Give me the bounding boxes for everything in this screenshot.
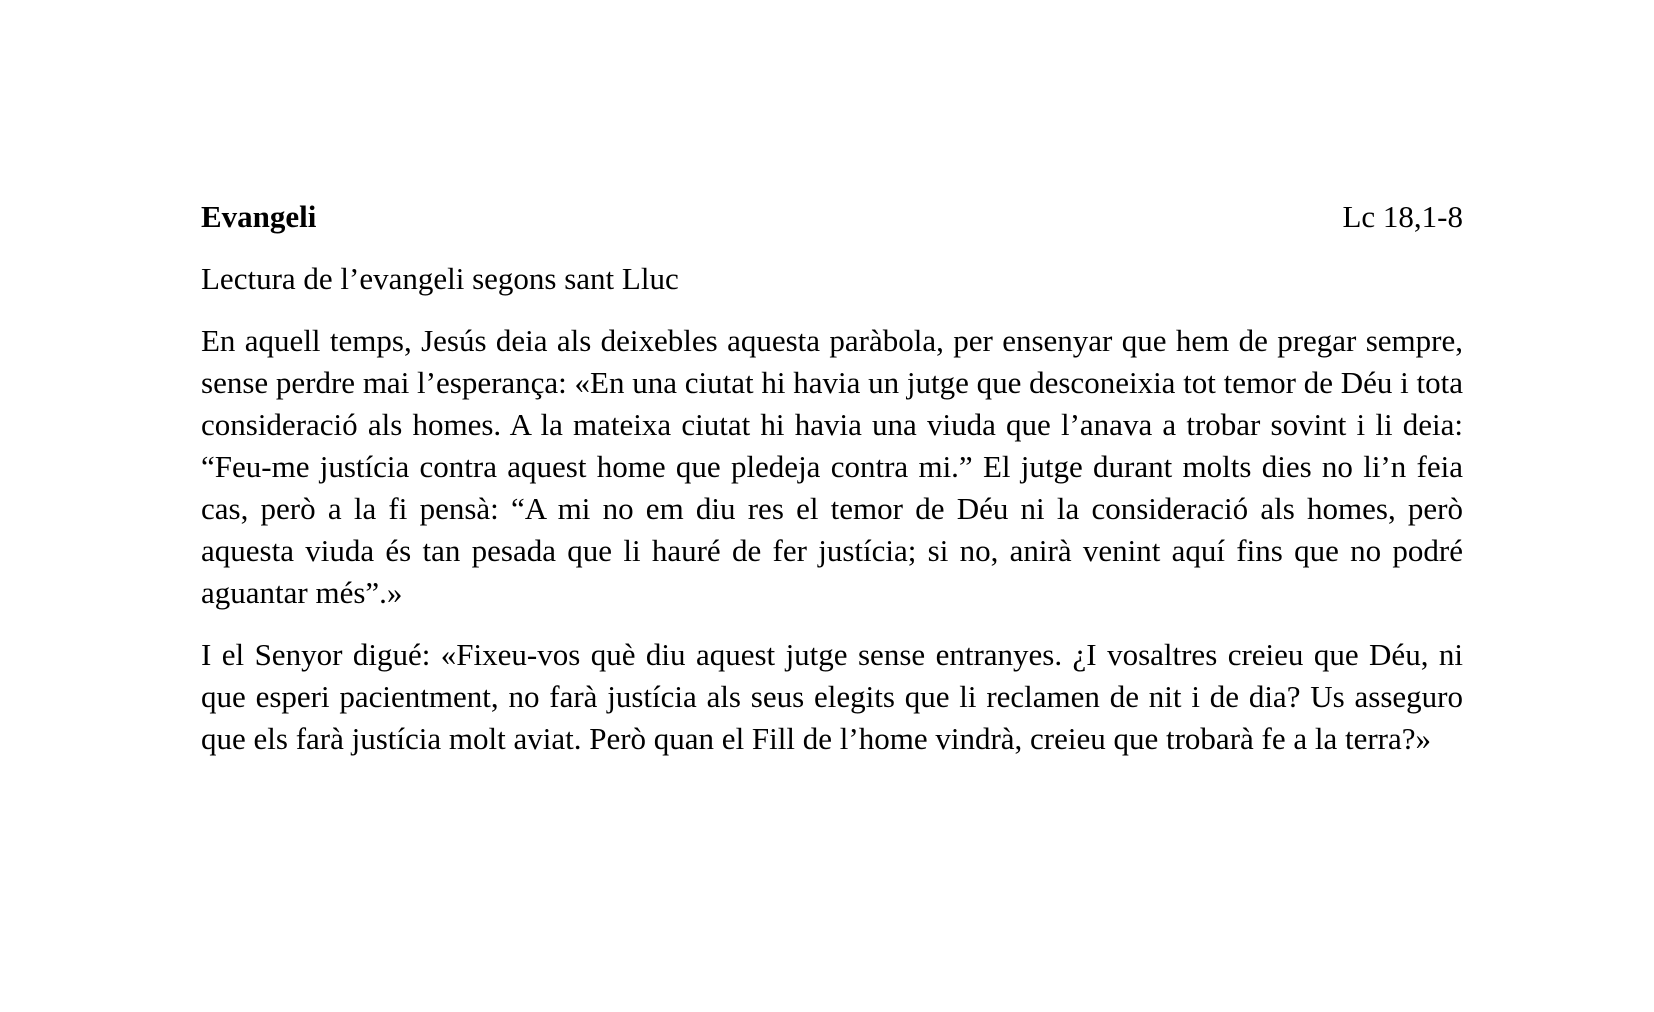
scripture-reference: Lc 18,1-8 [1342,199,1463,234]
section-title: Evangeli [201,199,317,234]
gospel-reading [201,196,1463,760]
reading-header [201,196,1463,238]
paragraph-parable: En aquell temps, Jesús deia als deixebles aquesta paràbola, per ensenyar que hem de pregar sempre, sense perdre mai l’esperança: «En una ciutat hi havia un jutge que desconeixia tot temor de Déu i tota consideració als homes. A la mateixa ciutat hi havia una viuda que l’anava a trobar sovint i li deia: “Feu-me justícia contra aquest home que pledeja contra mi.” El jutge durant molts dies no li’n feia cas, però a la fi pensà: “A mi no em diu res el temor de Déu ni la consideració als homes, però aquesta viuda és tan pesada que li hauré de fer justícia; si no, anirà venint aquí fins que no podré aguantar més”.» [201,323,1463,610]
paragraph-lord-says: I el Senyor digué: «Fixeu-vos què diu aquest jutge sense entranyes. ¿I vosaltres creieu que Déu, ni que esperi pacientment, no farà justícia als seus elegits que li reclamen de nit i de dia? Us asseguro que els farà justícia molt aviat. Però quan el Fill de l’home vindrà, creieu que trobarà fe a la terra?» [201,637,1463,756]
reading-intro: Lectura de l’evangeli segons sant Lluc [201,261,679,296]
